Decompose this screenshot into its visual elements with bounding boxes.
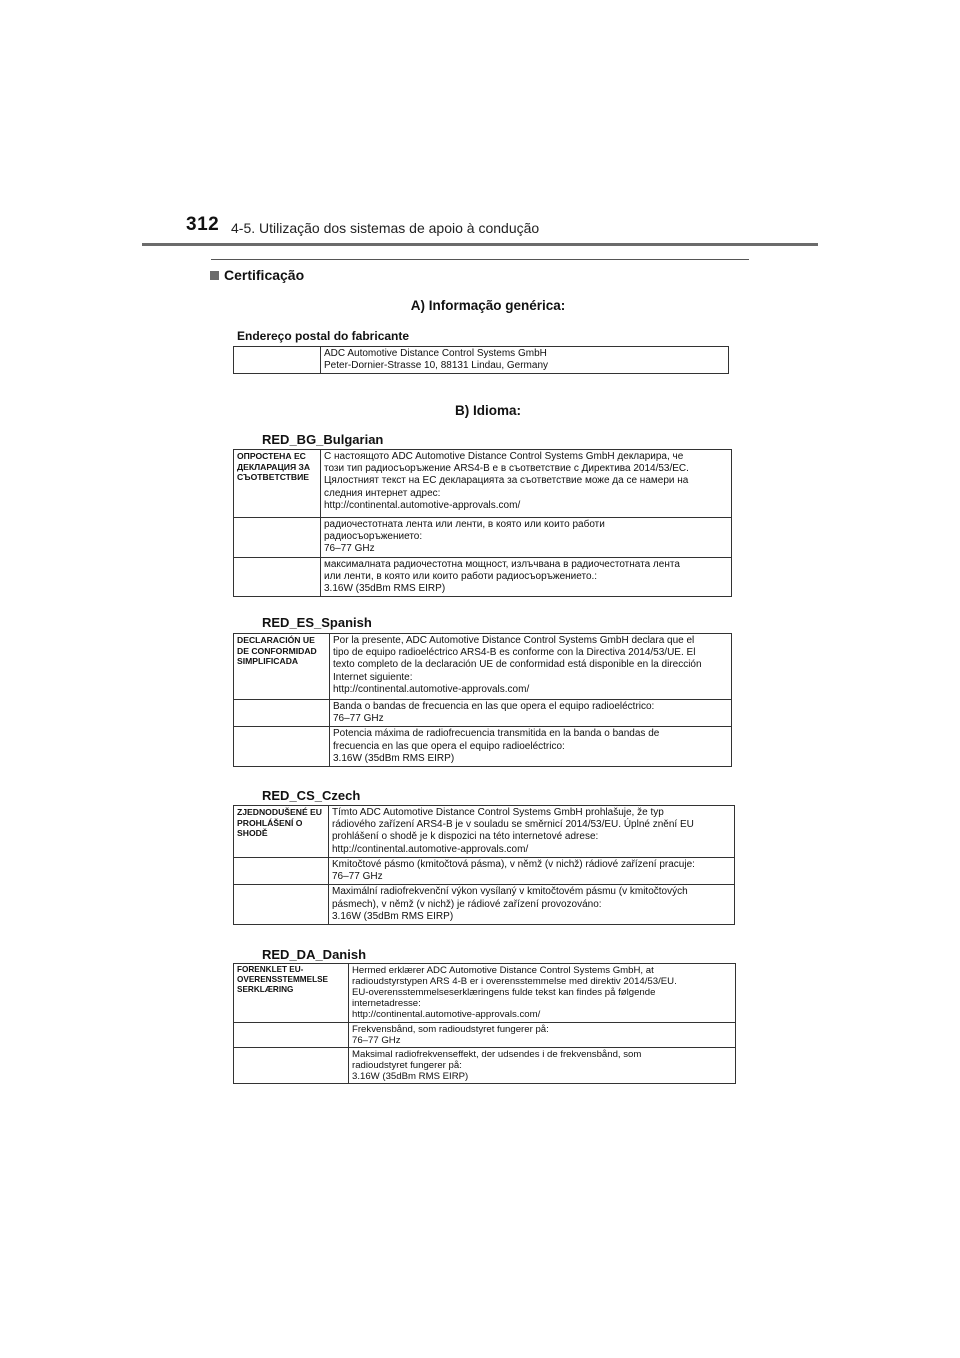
czech-table [233, 805, 735, 925]
spanish-power-text: Potencia máxima de radiofrecuencia transmitida en la banda o bandas de frecuencia en las que opera el equipo radioeléctrico: 3.16W (35dBm RMS EIRP) [330, 727, 732, 767]
header-divider [142, 243, 818, 246]
danish-declaration-text: Hermed erklærer ADC Automotive Distance Control Systems GmbH, at radioudstyrstypen ARS 4-B er i overensstemmelse med direktiv 2014/53/EU. EU-overensstemmelseserklæringens fulde tekst kan findes på følgende internetadresse: http://continental.automotive-approvals.com/ [349, 964, 736, 1023]
czech-declaration-label: ZJEDNODUŠENÉ EU PROHLÁŠENÍ O SHODĚ [234, 806, 329, 858]
address-empty-cell [234, 347, 321, 374]
chapter-title: 4-5. Utilização dos sistemas de apoio à condução [231, 220, 540, 236]
language-heading: B) Idioma: [455, 403, 521, 418]
spanish-band-text: Banda o bandas de frecuencia en las que opera el equipo radioeléctrico: 76–77 GHz [330, 700, 732, 727]
bulgarian-power-text: максималната радиочестотна мощност, излъчвана в радиочестотната лента или ленти, в която или които работи радиосъоръжението.: 3.16W (35dBm RMS EIRP) [321, 557, 732, 597]
danish-table [233, 963, 736, 1084]
czech-band-text: Kmitočtové pásmo (kmitočtová pásma), v němž (v nichž) rádiové zařízení pracuje: 76–77 GHz [329, 858, 735, 885]
spanish-declaration-label: DECLARACIÓN UE DE CONFORMIDAD SIMPLIFICADA [234, 634, 330, 700]
bulgarian-title: RED_BG_Bulgarian [262, 432, 384, 447]
danish-title: RED_DA_Danish [262, 947, 367, 962]
czech-power-text: Maximální radiofrekvenční výkon vysílaný v kmitočtovém pásmu (v kmitočtových pásmech), v němž (v nichž) je rádiové zařízení provozováno: 3.16W (35dBm RMS EIRP) [329, 885, 735, 925]
address-label: Endereço postal do fabricante [237, 329, 410, 343]
czech-title: RED_CS_Czech [262, 788, 361, 803]
section-heading-text: Certificação [224, 267, 305, 283]
page-number: 312 [186, 214, 220, 235]
section-divider [211, 259, 749, 260]
bulgarian-declaration-label: ОПРОСТЕНА ЕС ДЕКЛАРАЦИЯ ЗА СЪОТВЕТСТВИЕ [234, 450, 321, 518]
danish-band-text: Frekvensbånd, som radioudstyret fungerer på: 76–77 GHz [349, 1023, 736, 1048]
bulgarian-table [233, 449, 732, 597]
section-heading [210, 267, 304, 283]
address-table [233, 346, 729, 374]
bulgarian-declaration-text: С настоящото ADC Automotive Distance Control Systems GmbH декларира, че този тип радиосъоръжение ARS4-B е в съответствие с Директива 2014/53/ЕС. Цялостният текст на ЕС декларацията за съответствие може да се намери на следния интернет адрес: http://continental.automotive-approvals.com/ [321, 450, 732, 518]
square-bullet-icon [210, 271, 219, 280]
spanish-title: RED_ES_Spanish [262, 615, 372, 630]
spanish-declaration-text: Por la presente, ADC Automotive Distance Control Systems GmbH declara que el tipo de equipo radioeléctrico ARS4-B es conforme con la Directiva 2014/53/UE. El texto completo de la declaración UE de conformidad está disponible en la dirección Internet siguiente: http://continental.automotive-approvals.com/ [330, 634, 732, 700]
generic-info-heading: A) Informação genérica: [410, 298, 566, 313]
spanish-table [233, 633, 732, 767]
czech-declaration-text: Tímto ADC Automotive Distance Control Systems GmbH prohlašuje, že typ rádiového zařízení ARS4-B je v souladu se směrnicí 2014/53/EU. Úplné znění EU prohlášení o shodě je k dispozici na této internetové adrese: http://continental.automotive-approvals.com/ [329, 806, 735, 858]
danish-power-text: Maksimal radiofrekvenseffekt, der udsendes i de frekvensbånd, som radioudstyret fungerer på: 3.16W (35dBm RMS EIRP) [349, 1048, 736, 1084]
bulgarian-band-text: радиочестотната лента или ленти, в която или които работи радиосъоръжението: 76–77 GHz [321, 518, 732, 558]
address-cell: ADC Automotive Distance Control Systems GmbH Peter-Dornier-Strasse 10, 88131 Lindau, Germany [321, 347, 729, 374]
danish-declaration-label: FORENKLET EU-OVERENSSTEMMELSE SERKLÆRING [234, 964, 349, 1023]
